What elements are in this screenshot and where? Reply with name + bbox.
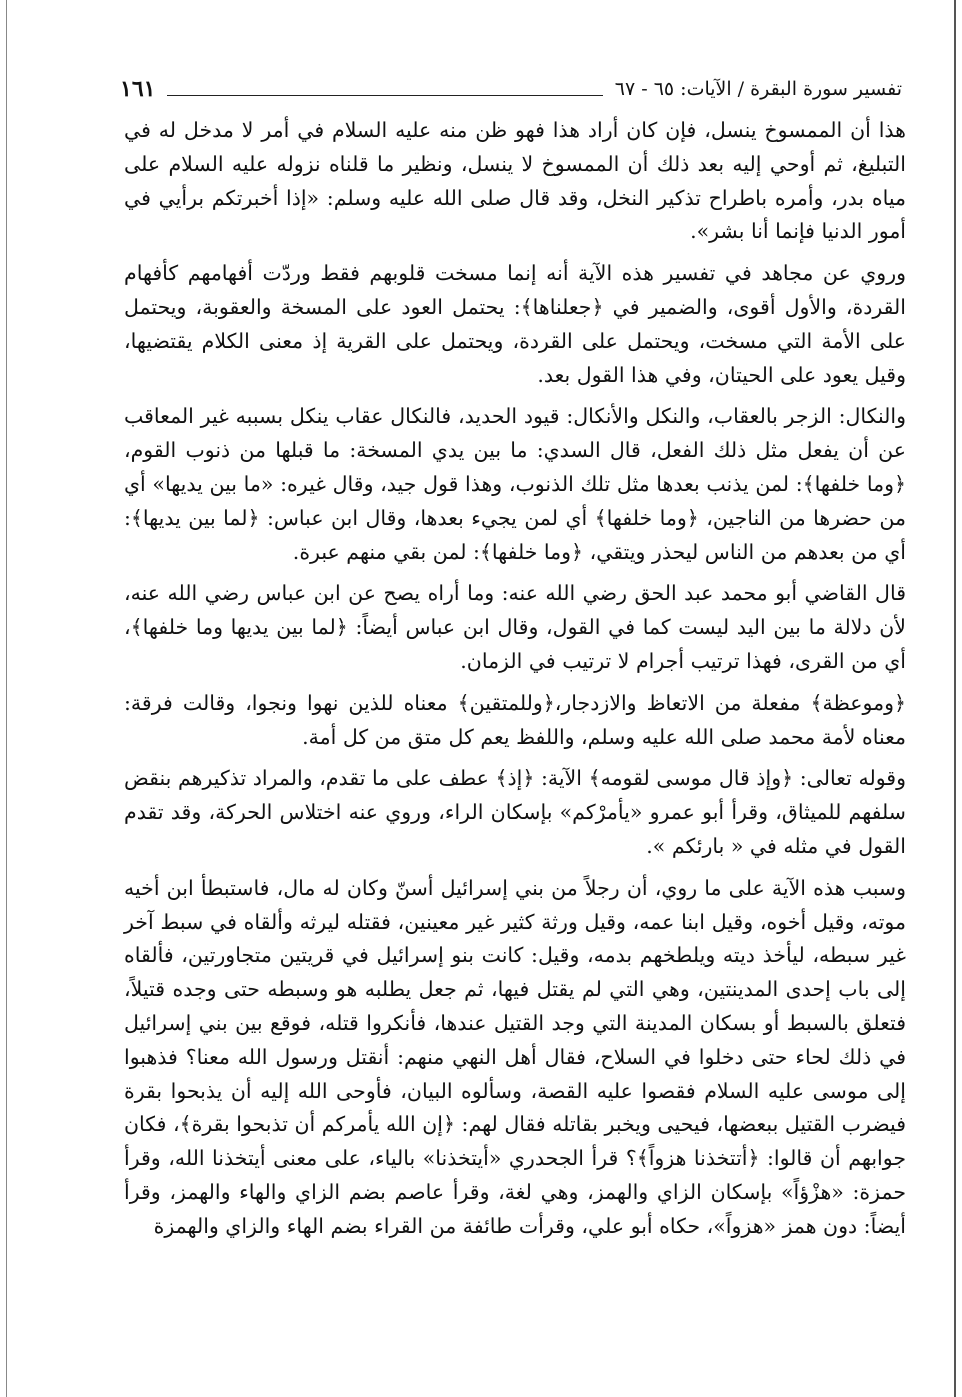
paragraph-5: ﴿وموعظة﴾ مفعلة من الاتعاظ والازدجار،﴿وللمتقين﴾ معناه للذين نهوا ونجوا، وقالت فرقة: معناه لأمة محمد صلى الله عليه وسلم، واللفظ يعم كل متق من كل أمة. [124, 690, 906, 749]
paragraph-4: قال القاضي أبو محمد عبد الحق رضي الله عنه: وما أراه يصح عن ابن عباس رضي الله عنه، لأن دلالة ما بين اليد ليست كما في القول، وقال ابن عباس أيضاً: ﴿لما بين يديها وما خلفها﴾، أي من القرى، فهذا ترتيب أجرام لا ترتيب في الزمان. [124, 581, 906, 673]
page-edge-right [954, 0, 956, 1397]
page-edge-left [6, 0, 7, 1397]
paragraph-2: وروي عن مجاهد في تفسير هذه الآية أنه إنما مسخت قلوبهم فقط وردّت أفهامهم كأفهام القردة، والأول أقوى، والضمير في ﴿جعلناها﴾: يحتمل العود على المسخة والعقوبة، ويحتمل على الأمة التي مسخت، ويحتمل على القردة، ويحتمل على القرية إذ معنى الكلام يقتضيها، وقيل يعود على الحيتان، وفي هذا القول بعد. [124, 261, 906, 387]
running-header [120, 74, 902, 104]
running-title: تفسير سورة البقرة / الآيات: ٦٥ - ٦٧ [614, 78, 902, 100]
paragraph-6: وقوله تعالى: ﴿وإذ قال موسى لقومه﴾ الآية: ﴿إذ﴾ عطف على ما تقدم، والمراد تذكيرهم بنقض سلفهم للميثاق، وقرأ أبو عمرو «يأمرْكم» بإسكان الراء، وروي عنه اختلاس الحركة، وقد تقدم القول في مثله في « بارئكم ». [124, 766, 906, 858]
paragraph-3: والنكال: الزجر بالعقاب، والنكل والأنكال: قيود الحديد، فالنكال عقاب ينكل بسببه غير المعاقب عن أن يفعل مثل ذلك الفعل، قال السدي: ما بين يدي المسخة: ما قبلها من ذنوب القوم، ﴿وما خلفها﴾: لمن يذنب بعدها مثل تلك الذنوب، وهذا قول جيد، وقال غيره: «ما بين يديها» أي من حضرها من الناجين، ﴿وما خلفها﴾ أي لمن يجيء بعدها، وقال ابن عباس: ﴿لما بين يديها﴾: أي من بعدهم من الناس ليحذر ويتقي، ﴿وما خلفها﴾: لمن بقي منهم عبرة. [124, 404, 906, 564]
page-number: ١٦١ [120, 76, 156, 102]
page-body [124, 114, 906, 1252]
paragraph-7: وسبب هذه الآية على ما روي، أن رجلاً من بني إسرائيل أسنّ وكان له مال، فاستبطأ ابن أخيه موته، وقيل أخوه، وقيل ابنا عمه، وقيل ورثة كثير غير معينين، فقتله ليرثه وألقاه في سبط آخر غير سبطه، ليأخذ ديته ويلطخهم بدمه، وقيل: كانت بنو إسرائيل في قريتين متجاورتين، فألقاه إلى باب إحدى المدينتين، وهي التي لم يقتل فيها، ثم جعل يطلبه هو وسبطه حتى وجده قتيلاً، فتعلق بالسبط أو بسكان المدينة التي وجد القتيل عندها، فأنكروا قتله، فوقع بين بني إسرائيل في ذلك لحاء حتى دخلوا في السلاح، فقال أهل النهي منهم: أنقتل ورسول الله معنا؟ فذهبوا إلى موسى عليه السلام فقصوا عليه القصة، وسألوه البيان، فأوحى الله إليه أن يذبحوا بقرة فيضرب القتيل ببعضها، فيحيى ويخبر بقاتله فقال لهم: ﴿إن الله يأمركم أن تذبحوا بقرة﴾، فكان جوابهم أن قالوا: ﴿أتتخذنا هزواً﴾؟ قرأ الجحدري «أيتخذنا» بالياء، على معنى أيتخذنا الله، وقرأ حمزة: «هزْؤاً» بإسكان الزاي والهمز، وهي لغة، وقرأ عاصم بضم الزاي والهاء والهمز، وقرأ أيضاً: دون همز «هزواً»، حكاه أبو علي، وقرأت طائفة من القراء بضم الهاء والزاي والهمزة [124, 875, 906, 1238]
header-rule [167, 83, 602, 96]
paragraph-1: هذا أن الممسوخ ينسل، فإن كان أراد هذا فهو ظن منه عليه السلام في أمر لا مدخل له في التبليغ، ثم أوحي إليه بعد ذلك أن الممسوخ لا ينسل، ونظير ما قلناه نزوله عليه السلام على مياه بدر، وأمره باطراح تذكير النخل، وقد قال صلى الله عليه وسلم: «إذا أخبرتكم برأيي في أمور الدنيا فإنما أنا بشر». [124, 118, 906, 244]
